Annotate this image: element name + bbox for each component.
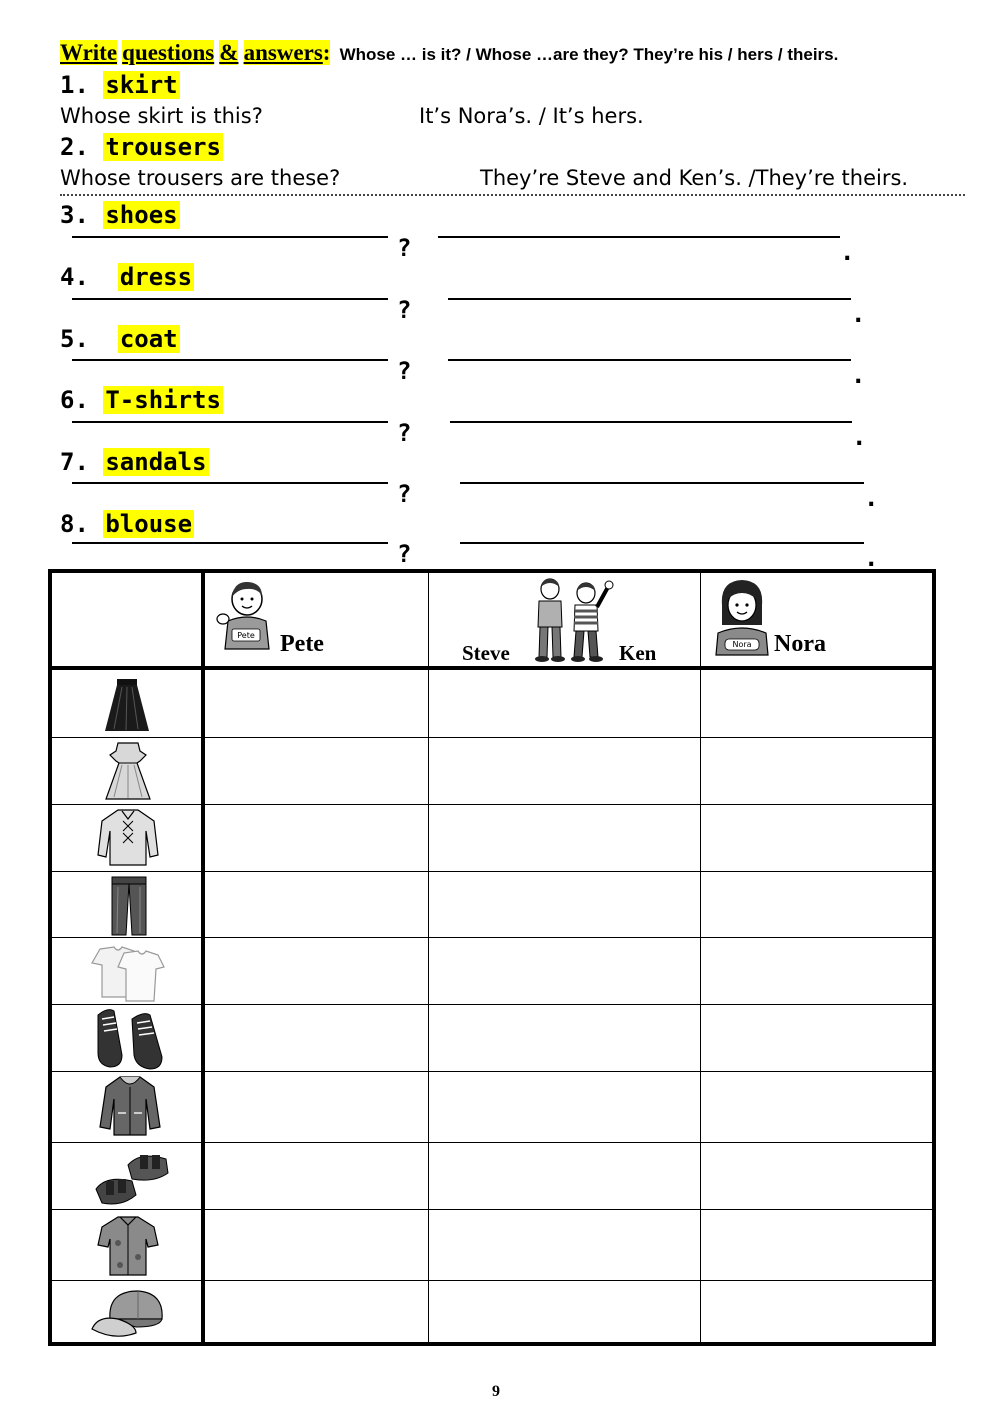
question-mark: ? <box>397 234 412 262</box>
title-answers: answers <box>243 40 323 65</box>
pete-boy-icon <box>214 579 276 651</box>
answer-blank-6[interactable] <box>450 421 852 423</box>
steve-and-ken-boys-icon <box>522 577 617 663</box>
example-answer-2: They’re Steve and Ken’s. /They’re theirs. <box>480 166 909 190</box>
answer-blank-8[interactable] <box>460 542 864 544</box>
dotted-divider <box>60 194 965 196</box>
pete-column-cells[interactable] <box>205 670 428 1276</box>
item-word: trousers <box>105 133 221 161</box>
header-steve: Steve <box>462 641 510 665</box>
example-question-1: Whose skirt is this? <box>60 104 263 128</box>
item-6: 6. T-shirts <box>60 386 221 414</box>
shirt-icon <box>96 1213 160 1279</box>
question-blank-3[interactable] <box>72 236 388 238</box>
ownership-table <box>48 569 936 1346</box>
title-amp: & <box>219 40 239 65</box>
coat-icon <box>98 1073 162 1139</box>
example-answer-1: It’s Nora’s. / It’s hers. <box>419 104 644 128</box>
cap-icon <box>88 1285 170 1343</box>
svg-text:Nora: Nora <box>732 640 752 649</box>
item-word: shoes <box>105 201 178 229</box>
question-blank-8[interactable] <box>72 542 388 544</box>
blouse-icon <box>96 807 160 869</box>
skirt-icon <box>102 677 152 733</box>
table-row-divider <box>52 1280 932 1281</box>
period: . <box>864 544 879 572</box>
item-word: sandals <box>105 448 207 476</box>
item-4: 4. dress <box>60 263 193 291</box>
period: . <box>852 423 867 451</box>
shoes-icon <box>92 1005 168 1071</box>
title-questions: questions <box>122 40 215 65</box>
nora-column-cells[interactable] <box>701 670 932 1276</box>
steve-ken-column-cells[interactable] <box>429 670 700 1276</box>
header-nora: Nora <box>774 631 826 657</box>
item-word: T-shirts <box>105 386 221 414</box>
trousers-icon <box>104 875 154 937</box>
title-write: Write <box>60 40 118 65</box>
header-ken: Ken <box>619 641 657 665</box>
dress-icon <box>104 741 152 801</box>
answer-blank-5[interactable] <box>448 359 851 361</box>
worksheet-title <box>60 40 838 66</box>
question-mark: ? <box>397 540 412 568</box>
item-word: dress <box>119 263 193 291</box>
svg-text:Pete: Pete <box>237 631 255 640</box>
example-question-2: Whose trousers are these? <box>60 166 341 190</box>
item-word: coat <box>119 325 178 353</box>
item-5: 5. coat <box>60 325 178 353</box>
item-3: 3. shoes <box>60 201 178 229</box>
period: . <box>851 300 866 328</box>
item-word: blouse <box>105 510 193 538</box>
title-instructions: Whose … is it? / Whose …are they? They’re his / hers / theirs. <box>339 45 839 64</box>
item-8: 8. blouse <box>60 510 193 538</box>
item-7: 7. sandals <box>60 448 207 476</box>
answer-blank-7[interactable] <box>460 482 864 484</box>
question-mark: ? <box>397 480 412 508</box>
period: . <box>851 361 866 389</box>
t-shirts-icon <box>88 943 168 1003</box>
page-number: 9 <box>492 1383 500 1400</box>
item-1: 1. skirt <box>60 71 178 99</box>
title-colon: : <box>322 40 331 65</box>
sandals-icon <box>92 1145 172 1211</box>
header-pete: Pete <box>280 631 324 657</box>
question-mark: ? <box>397 296 412 324</box>
question-blank-6[interactable] <box>72 421 388 423</box>
question-blank-7[interactable] <box>72 482 388 484</box>
item-word: skirt <box>105 71 178 99</box>
answer-blank-3[interactable] <box>438 236 840 238</box>
question-mark: ? <box>397 419 412 447</box>
item-2: 2. trousers <box>60 133 221 161</box>
answer-blank-4[interactable] <box>448 298 851 300</box>
nora-girl-icon <box>712 577 772 657</box>
period: . <box>840 238 855 266</box>
question-mark: ? <box>397 357 412 385</box>
question-blank-5[interactable] <box>72 359 388 361</box>
period: . <box>864 484 879 512</box>
question-blank-4[interactable] <box>72 298 388 300</box>
